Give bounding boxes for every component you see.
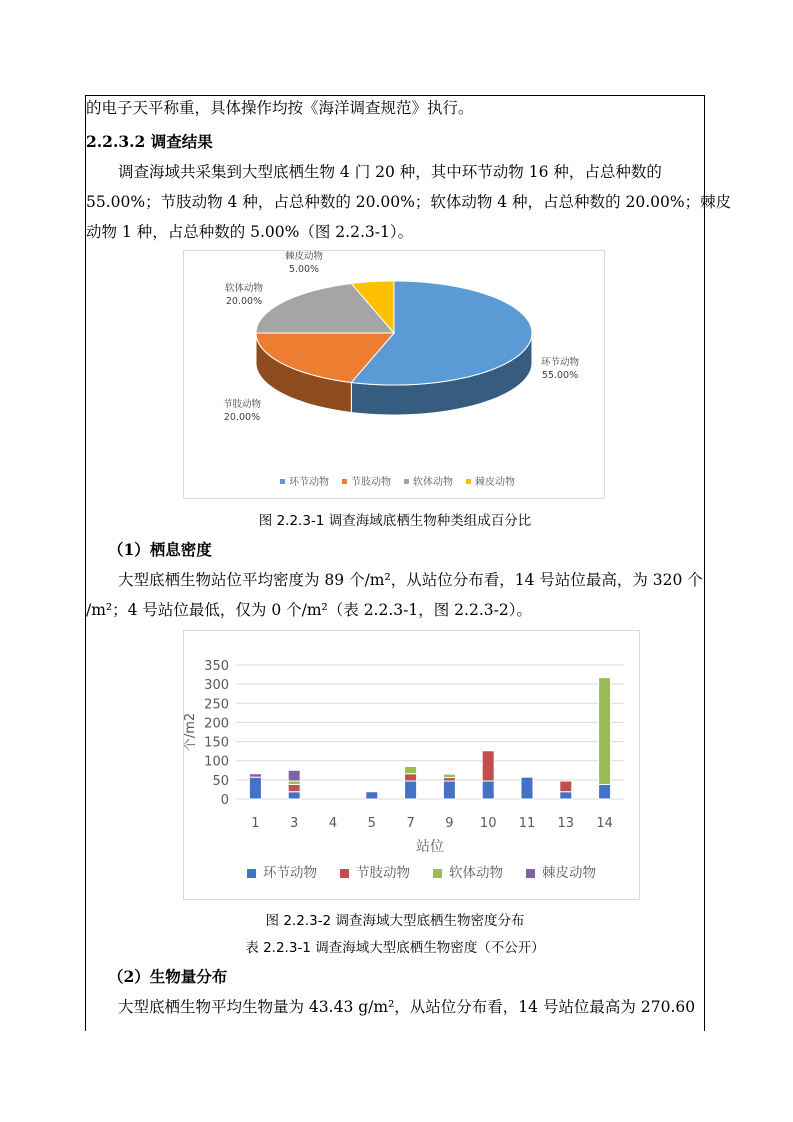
bar-segment (443, 781, 455, 799)
legend-swatch (433, 869, 442, 878)
y-axis-label: 个/m2 (184, 712, 198, 752)
x-tick-label: 9 (445, 816, 454, 831)
bar-segment (521, 777, 533, 799)
legend-swatch (526, 869, 535, 878)
legend-swatch (342, 479, 347, 484)
table-caption: 表 2.2.3-1 调查海域大型底栖生物密度（不公开） (245, 940, 545, 956)
bar-segment (443, 774, 455, 777)
text-line: 的电子天平称重，具体操作均按《海洋调查规范》执行。 (86, 99, 474, 117)
legend-label: 棘皮动物 (475, 477, 515, 488)
legend-label: 软体动物 (449, 865, 503, 881)
bar-segment (599, 784, 611, 799)
legend-label: 环节动物 (263, 865, 317, 881)
bar-segment (288, 784, 300, 791)
section-heading: （2）生物量分布 (108, 967, 228, 986)
text-line: 调查海域共采集到大型底栖生物 4 门 20 种，其中环节动物 16 种，占总种数的 (118, 163, 662, 181)
bar-segment (249, 777, 261, 799)
legend-label: 棘皮动物 (542, 865, 596, 881)
x-axis-label: 站位 (416, 839, 444, 855)
bar-segment (288, 781, 300, 784)
bar-segment (405, 781, 417, 799)
legend-label: 节肢动物 (356, 865, 410, 881)
text-line: 大型底栖生物平均生物量为 43.43 g/m²，从站位分布看，14 号站位最高为 270.60 (118, 998, 696, 1016)
bar-segment (482, 781, 494, 799)
legend-label: 软体动物 (413, 477, 453, 488)
pie-label-name: 棘皮动物 (284, 251, 324, 262)
bar-segment (405, 766, 417, 773)
x-tick-label: 11 (518, 816, 536, 831)
x-tick-label: 14 (596, 816, 613, 831)
pie-label-name: 节肢动物 (222, 399, 262, 410)
text-line: /m²；4 号站位最低，仅为 0 个/m²（表 2.2.3-1，图 2.2.3-2）。 (86, 601, 532, 619)
pie-chart (183, 250, 605, 499)
legend-swatch (466, 479, 471, 484)
bar-segment (249, 774, 261, 777)
x-tick-label: 7 (406, 816, 415, 831)
bar-segment (560, 781, 572, 792)
x-tick-label: 5 (367, 816, 376, 831)
pie-label-value: 20.00% (223, 412, 261, 423)
figure-caption: 图 2.2.3-2 调查海域大型底栖生物密度分布 (265, 913, 525, 929)
y-tick-label: 100 (204, 754, 229, 770)
x-tick-label: 13 (557, 816, 575, 831)
bar-segment (288, 792, 300, 799)
pie-label-value: 20.00% (225, 296, 263, 307)
bar-segment (288, 770, 300, 781)
legend-label: 环节动物 (289, 477, 329, 488)
x-tick-label: 1 (251, 816, 260, 831)
legend-swatch (340, 869, 349, 878)
bar-chart (183, 630, 640, 900)
y-tick-label: 0 (220, 793, 229, 808)
bar-segment (443, 778, 455, 781)
bar-segment (560, 792, 572, 799)
y-tick-label: 50 (212, 773, 229, 789)
text-line: 55.00%；节肢动物 4 种，占总种数的 20.00%；软体动物 4 种，占总种数的 20.00%；棘皮 (86, 193, 732, 211)
y-tick-label: 300 (204, 678, 229, 694)
legend-label: 节肢动物 (351, 477, 391, 488)
legend-swatch (404, 479, 409, 484)
pie-label-value: 5.00% (288, 264, 320, 275)
y-tick-label: 350 (204, 659, 229, 674)
bar-segment (482, 751, 494, 781)
x-tick-label: 4 (328, 816, 338, 831)
pie-label-value: 55.00% (541, 370, 579, 381)
y-tick-label: 150 (204, 735, 229, 751)
bar-segment (366, 792, 378, 799)
y-tick-label: 250 (204, 697, 229, 713)
pie-label-name: 软体动物 (224, 283, 264, 294)
section-heading: （1）栖息密度 (108, 540, 212, 559)
legend-swatch (280, 479, 285, 484)
bar-segment (405, 774, 417, 781)
y-tick-label: 200 (204, 716, 229, 732)
x-tick-label: 10 (479, 816, 497, 831)
figure-caption: 图 2.2.3-1 调查海域底栖生物种类组成百分比 (258, 513, 532, 529)
text-line: 大型底栖生物站位平均密度为 89 个/m²，从站位分布看，14 号站位最高，为 320 个 (118, 571, 703, 589)
section-heading: 2.2.3.2 调查结果 (86, 132, 213, 151)
bar-segment (599, 678, 611, 785)
pie-label-name: 环节动物 (540, 357, 580, 368)
text-line: 动物 1 种，占总种数的 5.00%（图 2.2.3-1）。 (86, 223, 414, 241)
x-tick-label: 3 (290, 816, 299, 831)
legend-swatch (247, 869, 256, 878)
